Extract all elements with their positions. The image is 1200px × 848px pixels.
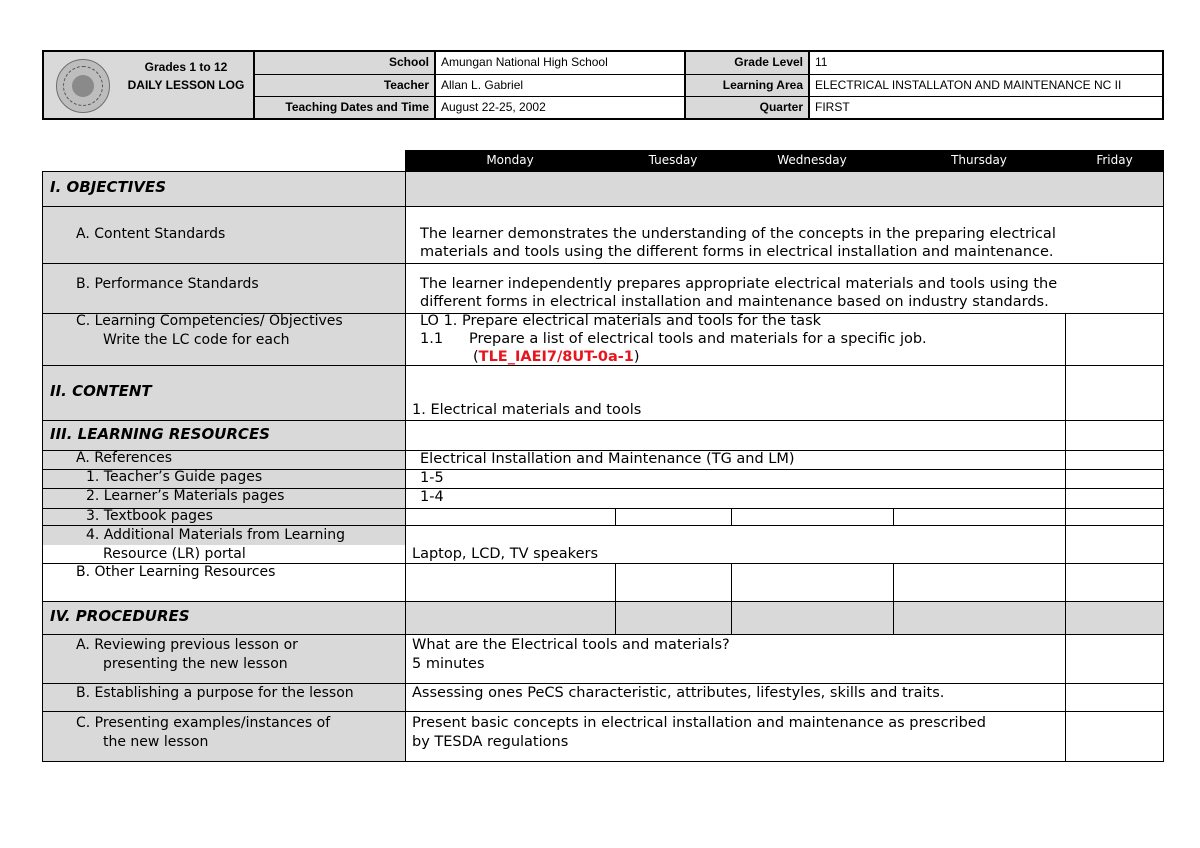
procedure-a-label-line-1: A. Reviewing previous lesson or <box>76 637 298 653</box>
content-heading: II. CONTENT <box>50 382 152 400</box>
competencies-label-line-1: C. Learning Competencies/ Objectives <box>76 313 343 329</box>
quarter-value[interactable]: FIRST <box>808 96 1162 118</box>
procedure-c-label-line-2: the new lesson <box>103 734 209 750</box>
procedure-b-value: Assessing ones PeCS characteristic, attributes, lifestyles, skills and traits. <box>412 685 945 701</box>
log-title: DAILY LESSON LOG <box>127 78 245 92</box>
content-value: 1. Electrical materials and tools <box>412 402 642 418</box>
grade-level-label: Grade Level <box>684 52 808 74</box>
dates-value[interactable]: August 22-25, 2002 <box>434 96 684 118</box>
procedure-a-label-line-2: presenting the new lesson <box>103 656 288 672</box>
school-label: School <box>253 52 434 74</box>
day-header-monday: Monday <box>405 150 615 171</box>
content-standards-line-2: materials and tools using the different forms in electrical installation and maintenance. <box>420 244 1054 260</box>
day-header-thursday: Thursday <box>893 150 1065 171</box>
references-label: A. References <box>76 450 173 466</box>
other-resources-label: B. Other Learning Resources <box>76 564 276 580</box>
log-grade-range: Grades 1 to 12 <box>144 60 228 74</box>
competency-number: 1.1 <box>420 331 444 347</box>
procedure-c-line-1: Present basic concepts in electrical installation and maintenance as prescribed <box>412 715 986 731</box>
grade-level-value[interactable]: 11 <box>808 52 1162 74</box>
day-header-tuesday: Tuesday <box>615 150 731 171</box>
content-standards-line-1: The learner demonstrates the understanding of the concepts in the preparing electrical <box>420 226 1056 242</box>
lesson-log-table <box>42 150 1164 762</box>
references-value: Electrical Installation and Maintenance (TG and LM) <box>420 451 795 467</box>
day-header-wednesday: Wednesday <box>731 150 893 171</box>
performance-standards-label: B. Performance Standards <box>76 276 259 292</box>
performance-standards-line-1: The learner independently prepares appropriate electrical materials and tools using the <box>420 276 1058 292</box>
header-table <box>42 50 1164 120</box>
logo-cell <box>44 52 253 118</box>
teacher-value[interactable]: Allan L. Gabriel <box>434 74 684 96</box>
resources-heading: III. LEARNING RESOURCES <box>50 425 270 443</box>
content-standards-label: A. Content Standards <box>76 226 226 242</box>
additional-materials-value: Laptop, LCD, TV speakers <box>412 546 599 562</box>
competency-text: Prepare a list of electrical tools and materials for a specific job. <box>469 331 927 347</box>
learning-area-value[interactable]: ELECTRICAL INSTALLATON AND MAINTENANCE NC II <box>808 74 1162 96</box>
teachers-guide-value: 1-5 <box>420 470 444 486</box>
procedure-a-line-1: What are the Electrical tools and materials? <box>412 637 730 653</box>
objectives-heading: I. OBJECTIVES <box>50 178 166 196</box>
additional-materials-label-line-1: 4. Additional Materials from Learning <box>86 527 345 543</box>
procedure-a-line-2: 5 minutes <box>412 656 485 672</box>
deped-seal-icon <box>56 59 110 113</box>
textbook-pages-label: 3. Textbook pages <box>86 508 213 524</box>
procedure-b-label: B. Establishing a purpose for the lesson <box>76 685 354 701</box>
day-header-friday: Friday <box>1065 150 1164 171</box>
learning-area-label: Learning Area <box>684 74 808 96</box>
procedure-c-label-line-1: C. Presenting examples/instances of <box>76 715 331 731</box>
procedure-c-line-2: by TESDA regulations <box>412 734 569 750</box>
competencies-label-line-2: Write the LC code for each <box>103 332 290 348</box>
additional-materials-label-line-2: Resource (LR) portal <box>103 546 246 562</box>
school-value[interactable]: Amungan National High School <box>434 52 684 74</box>
teacher-label: Teacher <box>253 74 434 96</box>
procedures-heading: IV. PROCEDURES <box>50 607 190 625</box>
learners-materials-value: 1-4 <box>420 489 444 505</box>
competency-code-line: (TLE_IAEI7/8UT-0a-1) <box>473 349 640 365</box>
learners-materials-label: 2. Learner’s Materials pages <box>86 488 285 504</box>
lc-code: TLE_IAEI7/8UT-0a-1 <box>478 349 634 365</box>
performance-standards-line-2: different forms in electrical installation and maintenance based on industry standards. <box>420 294 1049 310</box>
quarter-label: Quarter <box>684 96 808 118</box>
competency-lo: LO 1. Prepare electrical materials and tools for the task <box>420 313 822 329</box>
teachers-guide-label: 1. Teacher’s Guide pages <box>86 469 263 485</box>
dates-label: Teaching Dates and Time <box>253 96 434 118</box>
